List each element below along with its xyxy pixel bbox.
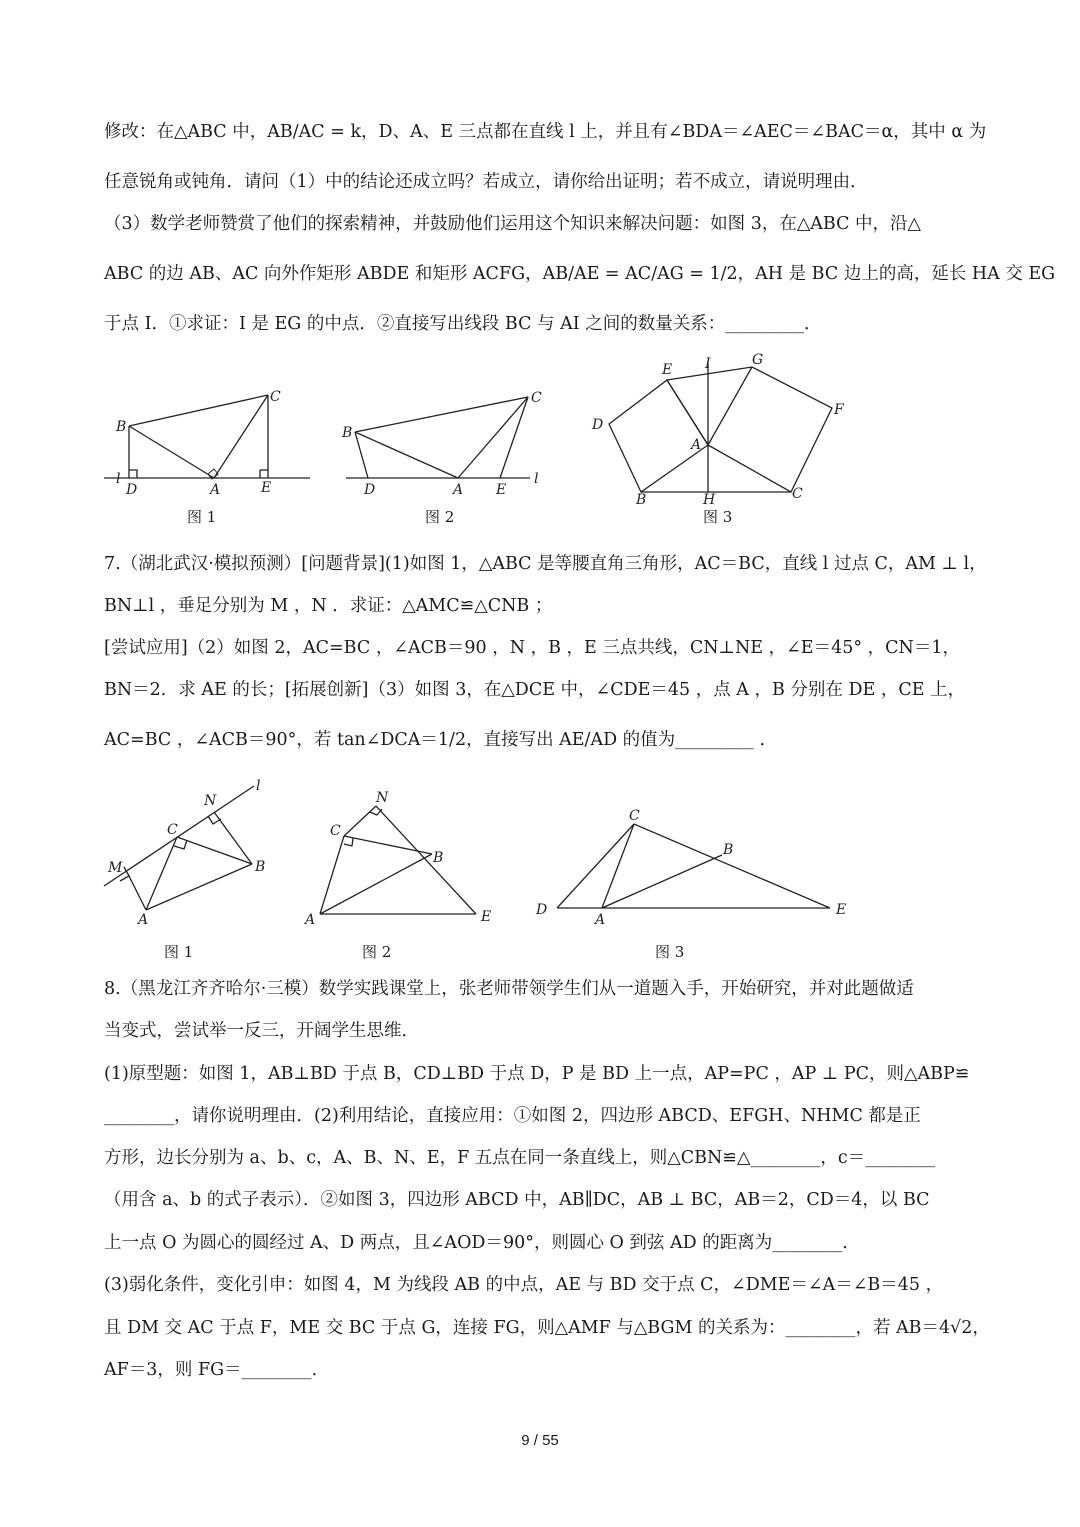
- text-line: 于点 I．①求证：I 是 EG 的中点．②直接写出线段 BC 与 AI 之间的数量关系：_________．: [104, 314, 822, 334]
- label-A: A: [305, 912, 316, 928]
- text-line: BN＝2．求 AE 的长；[拓展创新]（3）如图 3，在△DCE 中，∠CDE＝45 ，点 A ，B 分别在 DE ，CE 上，: [104, 680, 966, 700]
- label-l: l: [534, 471, 539, 487]
- top-figure-3: [578, 352, 858, 522]
- label-D: D: [592, 417, 604, 433]
- label-M: M: [108, 860, 123, 876]
- text-line: ABC 的边 AB、AC 向外作矩形 ABDE 和矩形 ACFG，AB/AE = AC/AG = 1/2，AH 是 BC 边上的高，延长 HA 交 EG: [104, 264, 1056, 284]
- label-A: A: [595, 912, 606, 928]
- label-E: E: [481, 909, 492, 925]
- label-E: E: [261, 480, 272, 496]
- label-B: B: [342, 425, 353, 441]
- label-C: C: [792, 486, 803, 502]
- top-figure-2: [338, 380, 553, 500]
- text-line: 且 DM 交 AC 于点 F，ME 交 BC 于点 G，连接 FG，则△AMF 与△BGM 的关系为：________，若 AB＝4√2，: [104, 1318, 990, 1338]
- top-figure-1: [104, 380, 319, 500]
- label-D: D: [364, 482, 376, 498]
- text-line: BN⊥l ，垂足分别为 M ，N ．求证：△AMC≌△CNB ；: [104, 596, 553, 616]
- text-line: （3）数学老师赞赏了他们的探索精神，并鼓励他们运用这个知识来解决问题：如图 3，在△ABC 中，沿△: [104, 214, 922, 234]
- figure-caption: 图 1: [164, 943, 194, 961]
- label-B: B: [116, 419, 127, 435]
- label-N: N: [204, 793, 217, 809]
- label-D: D: [126, 482, 138, 498]
- label-B: B: [433, 850, 444, 866]
- label-E: E: [662, 362, 673, 378]
- label-E: E: [836, 902, 847, 918]
- text-line: 任意锐角或钝角．请问（1）中的结论还成立吗？若成立，请你给出证明；若不成立，请说明理由．: [104, 172, 868, 192]
- label-A: A: [210, 482, 221, 498]
- text-line: (1)原型题：如图 1，AB⊥BD 于点 B，CD⊥BD 于点 D，P 是 BD 上一点，AP=PC ，AP ⊥ PC，则△ABP≌: [104, 1064, 970, 1084]
- text-line: 8.（黑龙江齐齐哈尔·三模）数学实践课堂上，张老师带领学生们从一道题入手，开始研究，并对此题做适: [104, 979, 914, 999]
- bottom-figure-1: [100, 778, 280, 928]
- label-C: C: [330, 823, 341, 839]
- label-D: D: [536, 902, 548, 918]
- label-B: B: [255, 859, 266, 875]
- label-H: H: [703, 492, 716, 508]
- figure-caption: 图 2: [362, 943, 392, 961]
- text-line: AF＝3，则 FG＝________．: [104, 1360, 330, 1380]
- label-A: A: [691, 437, 702, 453]
- label-l: l: [116, 471, 121, 487]
- label-B: B: [723, 842, 734, 858]
- label-A: A: [138, 912, 149, 928]
- label-C: C: [531, 390, 542, 406]
- bottom-figure-3: [532, 802, 862, 932]
- page-number: 9 / 55: [521, 1432, 559, 1449]
- label-E: E: [496, 482, 507, 498]
- bottom-figure-2: [300, 782, 510, 932]
- label-G: G: [752, 352, 764, 368]
- text-line: [尝试应用]（2）如图 2，AC=BC ，∠ACB＝90 ，N ，B ，E 三点共线，CN⊥NE ，∠E＝45° ，CN＝1，: [104, 638, 960, 658]
- label-F: F: [834, 402, 844, 418]
- text-line: AC=BC ，∠ACB＝90°，若 tan∠DCA＝1/2，直接写出 AE/AD 的值为_________ ．: [104, 730, 777, 750]
- figure-caption: 图 3: [655, 943, 685, 961]
- label-I: I: [705, 356, 711, 372]
- label-A: A: [453, 482, 464, 498]
- label-N: N: [376, 790, 389, 806]
- text-line: 方形，边长分别为 a、b、c，A、B、N、E，F 五点在同一条直线上，则△CBN≌△________，c＝________: [104, 1148, 936, 1168]
- label-C: C: [167, 822, 178, 838]
- text-line: 上一点 O 为圆心的圆经过 A、D 两点，且∠AOD＝90°，则圆心 O 到弦 AD 的距离为________．: [104, 1233, 860, 1253]
- text-line: ________，请你说明理由．(2)利用结论，直接应用：①如图 2，四边形 ABCD、EFGH、NHMC 都是正: [104, 1106, 921, 1126]
- figure-caption: 图 2: [425, 508, 455, 526]
- text-line: 修改：在△ABC 中，AB/AC = k，D、A、E 三点都在直线 l 上，并且有∠BDA＝∠AEC＝∠BAC＝α，其中 α 为: [104, 122, 987, 142]
- text-line: （用含 a、b 的式子表示）．②如图 3，四边形 ABCD 中，AB∥DC，AB ⊥ BC，AB＝2，CD＝4，以 BC: [104, 1190, 930, 1210]
- label-C: C: [270, 389, 281, 405]
- text-line: 当变式，尝试举一反三，开阔学生思维．: [104, 1021, 419, 1041]
- text-line: 7.（湖北武汉·模拟预测）[问题背景](1)如图 1，△ABC 是等腰直角三角形，AC＝BC，直线 l 过点 C，AM ⊥ l，: [104, 554, 987, 574]
- label-l: l: [256, 778, 261, 794]
- label-C: C: [629, 808, 640, 824]
- figure-caption: 图 3: [703, 508, 733, 526]
- label-B: B: [636, 492, 647, 508]
- figure-caption: 图 1: [187, 508, 217, 526]
- text-line: (3)弱化条件，变化引申：如图 4，M 为线段 AB 的中点，AE 与 BD 交于点 C，∠DME＝∠A＝∠B＝45 ，: [104, 1275, 944, 1295]
